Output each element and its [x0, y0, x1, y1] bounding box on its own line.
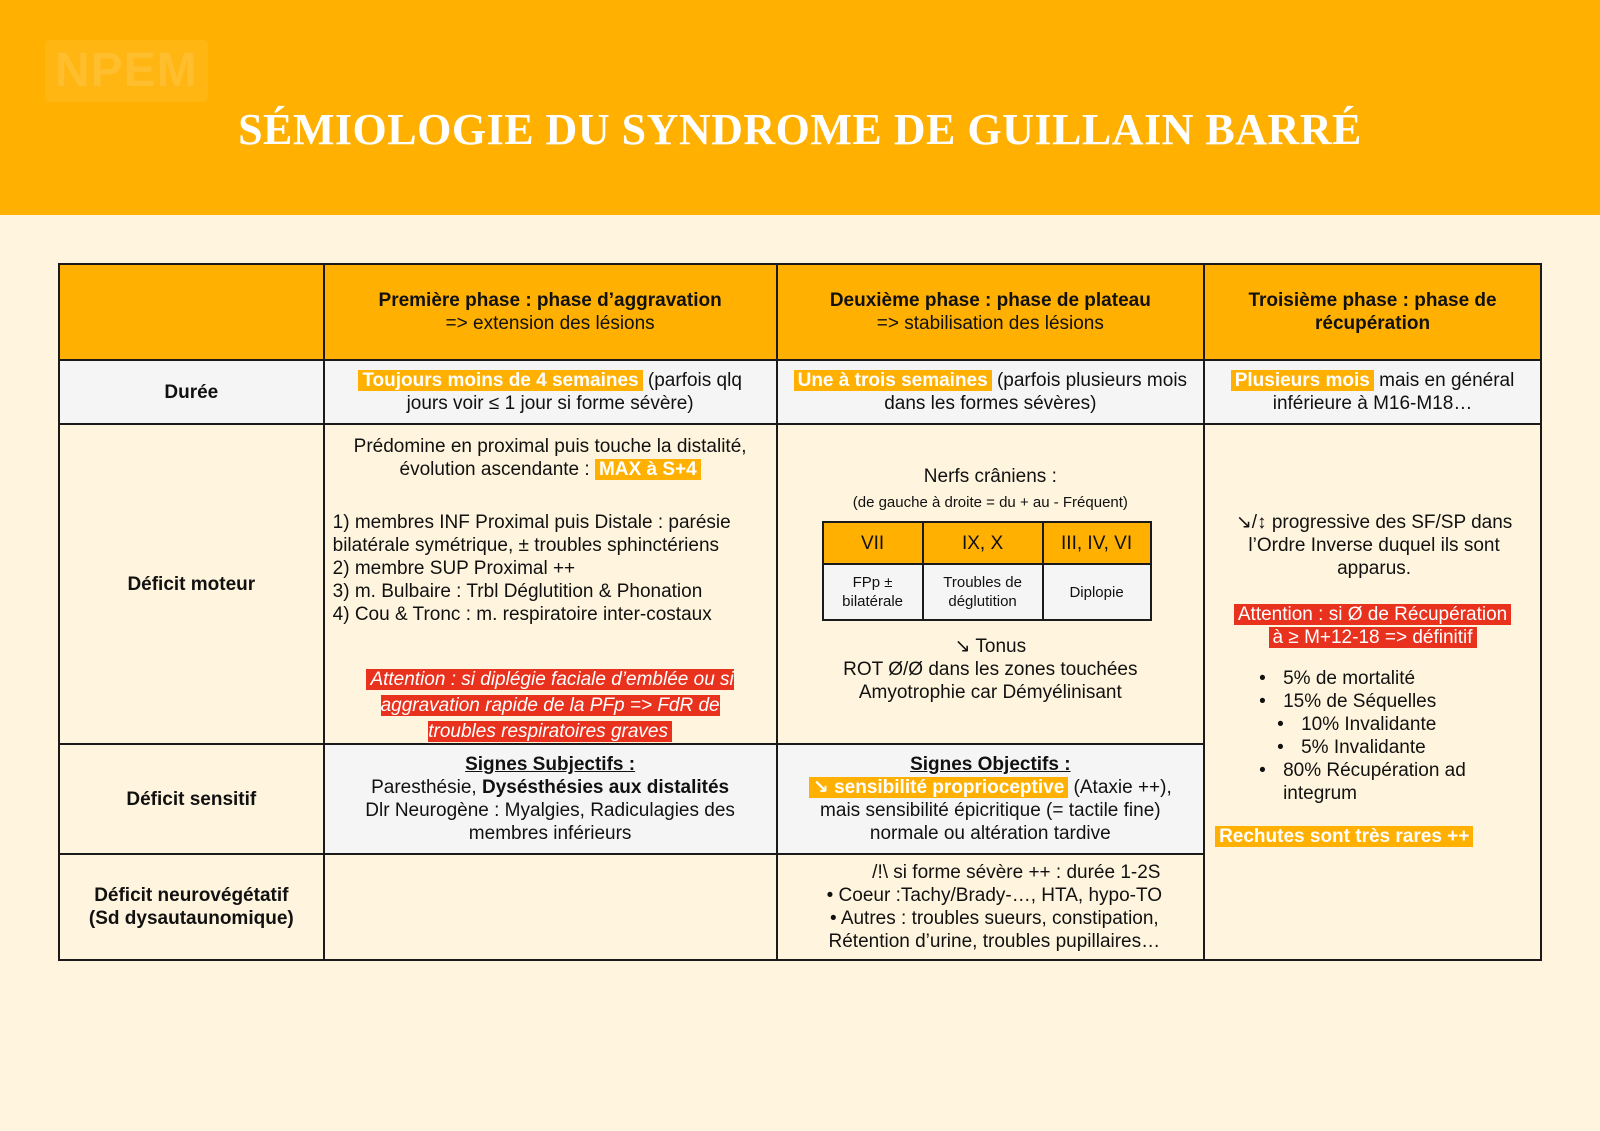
corner-cell [59, 264, 324, 360]
row-label-deficit-neurovegetatif: Déficit neurovégétatif (Sd dysautaunomique) [59, 854, 324, 960]
header-banner [0, 0, 1600, 215]
nerves-table [822, 521, 1152, 621]
neuro-phase-2: /!\ si forme sévère ++ : durée 1-2S • Coeur :Tachy/Brady-…, HTA, hypo-TO • Autres : troubles sueurs, constipation, Rétention d’urine, troubles pupillaires… [777, 854, 1205, 960]
sensitif-phase-1: Signes Subjectifs : Paresthésie, Dysésthésies aux distalités Dlr Neurogène : Myalgies, Radiculagies des membres inférieurs [324, 744, 777, 854]
row-label-deficit-moteur: Déficit moteur [59, 424, 324, 744]
semiology-table [58, 263, 1542, 961]
max-badge: MAX à S+4 [595, 459, 701, 480]
nerfs-craniens-subtitle: (de gauche à droite = du + au - Fréquent) [852, 494, 1128, 511]
table-row [59, 424, 1541, 744]
nerve-header: IX, X [923, 522, 1043, 564]
tonus-block: ↘ Tonus ROT Ø/Ø dans les zones touchées Amyotrophie car Démyélinisant [843, 636, 1138, 703]
recuperation-warning: Attention : si Ø de Récupération à ≥ M+12-18 => définitif [1205, 603, 1540, 649]
moteur-phase-1 [324, 424, 777, 744]
nerve-header: III, IV, VI [1043, 522, 1151, 564]
nerve-value: Diplopie [1043, 564, 1151, 620]
list-item: 3) m. Bulbaire : Trbl Déglutition & Phonation [332, 581, 703, 602]
list-item: • 5% de mortalité [1259, 668, 1416, 689]
recuperation-cell [1204, 424, 1541, 960]
moteur-warning: Attention : si diplégie faciale d’emblée ou si aggravation rapide de la PFp => FdR de troubles respiratoires graves [325, 667, 776, 745]
list-item: • 15% de Séquelles [1259, 691, 1437, 712]
watermark-logo: NPEM [45, 40, 208, 102]
list-item: 2) membre SUP Proximal ++ [332, 558, 576, 579]
list-item: • 10% Invalidante [1277, 714, 1437, 735]
moteur-list [333, 511, 763, 626]
neuro-phase-1 [324, 854, 777, 960]
nerfs-craniens-title: Nerfs crâniens : [923, 466, 1057, 487]
list-item: • 80% Récupération ad integrum [1259, 760, 1466, 804]
table-header-row [59, 264, 1541, 360]
column-header-phase-3: Troisième phase : phase de récupération [1204, 264, 1541, 360]
page-title: SÉMIOLOGIE DU SYNDROME DE GUILLAIN BARRÉ [238, 105, 1362, 154]
table-row [59, 360, 1541, 424]
column-header-phase-1: Première phase : phase d’aggravation => extension des lésions [324, 264, 777, 360]
list-item: • 5% Invalidante [1277, 737, 1426, 758]
nerve-header: VII [823, 522, 923, 564]
rechutes-note: Rechutes sont très rares ++ [1215, 825, 1473, 848]
duree-phase-1: Toujours moins de 4 semaines (parfois qlq jours voir ≤ 1 jour si forme sévère) [324, 360, 777, 424]
row-label-deficit-sensitif: Déficit sensitif [59, 744, 324, 854]
nerve-value: FPp ± bilatérale [823, 564, 923, 620]
nerve-value: Troubles de déglutition [923, 564, 1043, 620]
list-item: 1) membres INF Proximal puis Distale : parésie bilatérale symétrique, ± troubles sphinctériens [332, 512, 731, 556]
sensitif-phase-2: Signes Objectifs : ↘ sensibilité proprioceptive (Ataxie ++), mais sensibilité épicritique (= tactile fine) normale ou altération tardive [777, 744, 1205, 854]
moteur-phase-2 [777, 424, 1205, 744]
duree-phase-2: Une à trois semaines (parfois plusieurs mois dans les formes sévères) [777, 360, 1205, 424]
prognosis-list [1259, 667, 1539, 805]
column-header-phase-2: Deuxième phase : phase de plateau => stabilisation des lésions [777, 264, 1205, 360]
list-item: 4) Cou & Tronc : m. respiratoire inter-costaux [332, 604, 712, 625]
moteur-intro: Prédomine en proximal puis touche la distalité, évolution ascendante : MAX à S+4 [353, 436, 747, 480]
row-label-duree: Durée [59, 360, 324, 424]
recuperation-main: ↘/↕ progressive des SF/SP dans l’Ordre Inverse duquel ils sont apparus. [1235, 512, 1513, 579]
duree-phase-3: Plusieurs mois mais en général inférieure à M16-M18… [1204, 360, 1541, 424]
